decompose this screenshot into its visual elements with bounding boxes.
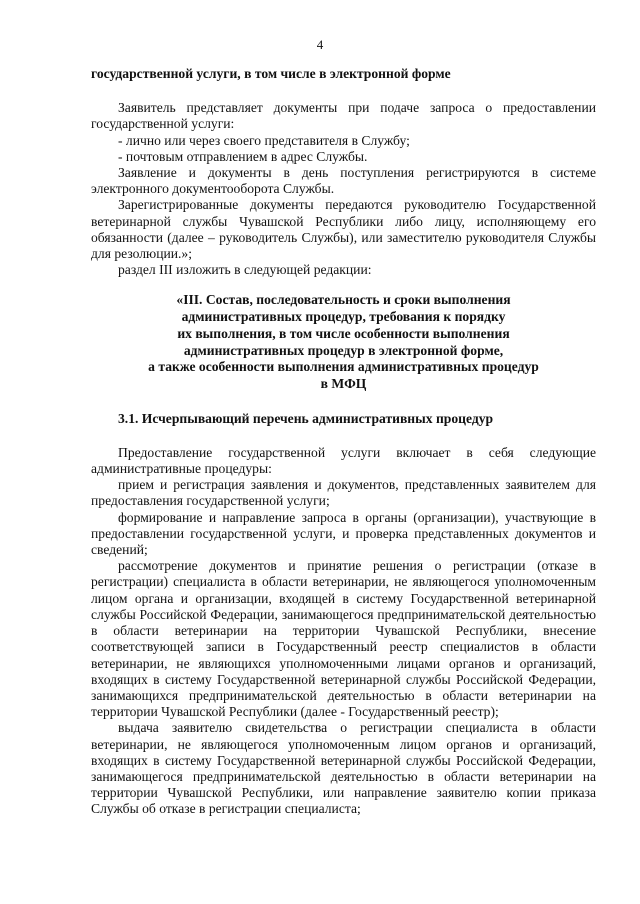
paragraph-procedures-intro: Предоставление государственной услуги включает в себя следующие административные процедуры: — [91, 444, 596, 477]
section-title-line: административных процедур, требования к порядку — [181, 309, 506, 325]
section-title — [91, 292, 596, 392]
section-title-line: «III. Состав, последовательность и сроки выполнения — [176, 292, 511, 308]
paragraph-transfer-to-head: Зарегистрированные документы передаются руководителю Государственной ветеринарной службы Чувашской Республики либо лицу, исполняющему его обязанности (далее – руководитель Службы), или заместителю руководителя Службы для резолюции.»; — [91, 197, 596, 262]
paragraph-procedure-decision: рассмотрение документов и принятие решения о регистрации (отказе в регистрации) специалиста в области ветеринарии, не являющегося уполномоченным лицом органа и организации, входящей в систему Государственной ветеринарной службы Российской Федерации, занимающегося предпринимательской деятельностью в области ветеринарии на территории Чувашской Республики, внесение соответствующей записи в Государственный реестр специалистов в области ветеринарии, не являющихся уполномоченными лицами органов и организаций, входящих в систему Государственной ветеринарной службы Российской Федерации, занимающихся предпринимательской деятельностью в области ветеринарии на территории Чувашской Республики (далее - Государственный реестр); — [91, 558, 596, 720]
paragraph-section-edit: раздел III изложить в следующей редакции: — [118, 262, 372, 278]
paragraph-procedure-certificate: выдача заявителю свидетельства о регистрации специалиста в области ветеринарии, не являющегося уполномоченным лицом органов и организаций, входящих в систему Государственной ветеринарной службы Российской Федерации, занимающегося предпринимательской деятельностью в области ветеринарии на территории Чувашской Республики, или направление заявителю копии приказа Службы об отказе в регистрации специалиста; — [91, 720, 596, 817]
paragraph-procedure-reception: прием и регистрация заявления и документов, представленных заявителем для предоставления государственной услуги; — [91, 477, 596, 509]
section-title-line: их выполнения, в том числе особенности выполнения — [177, 325, 510, 341]
section-title-line: административных процедур в электронной форме, — [183, 342, 504, 358]
heading-continuation: государственной услуги, в том числе в электронной форме — [91, 66, 451, 81]
paragraph-procedure-request: формирование и направление запроса в органы (организации), участвующие в предоставлении государственной услуги, и проверка представленных документов и сведений; — [91, 509, 596, 558]
list-item-in-person: - лично или через своего представителя в Службу; — [118, 132, 410, 148]
subsection-heading: 3.1. Исчерпывающий перечень административных процедур — [118, 410, 494, 426]
list-item-by-post: - почтовым отправлением в адрес Службы. — [118, 148, 368, 164]
page-number: 4 — [316, 37, 324, 52]
paragraph-registration: Заявление и документы в день поступления регистрируются в системе электронного документооборота Службы. — [91, 165, 596, 197]
document-body — [91, 66, 596, 818]
section-title-line: в МФЦ — [320, 375, 367, 391]
section-title-line: а также особенности выполнения административных процедур — [148, 359, 539, 375]
paragraph-applicant-submits: Заявитель представляет документы при подаче запроса о предоставлении государственной услуги: — [91, 100, 596, 132]
